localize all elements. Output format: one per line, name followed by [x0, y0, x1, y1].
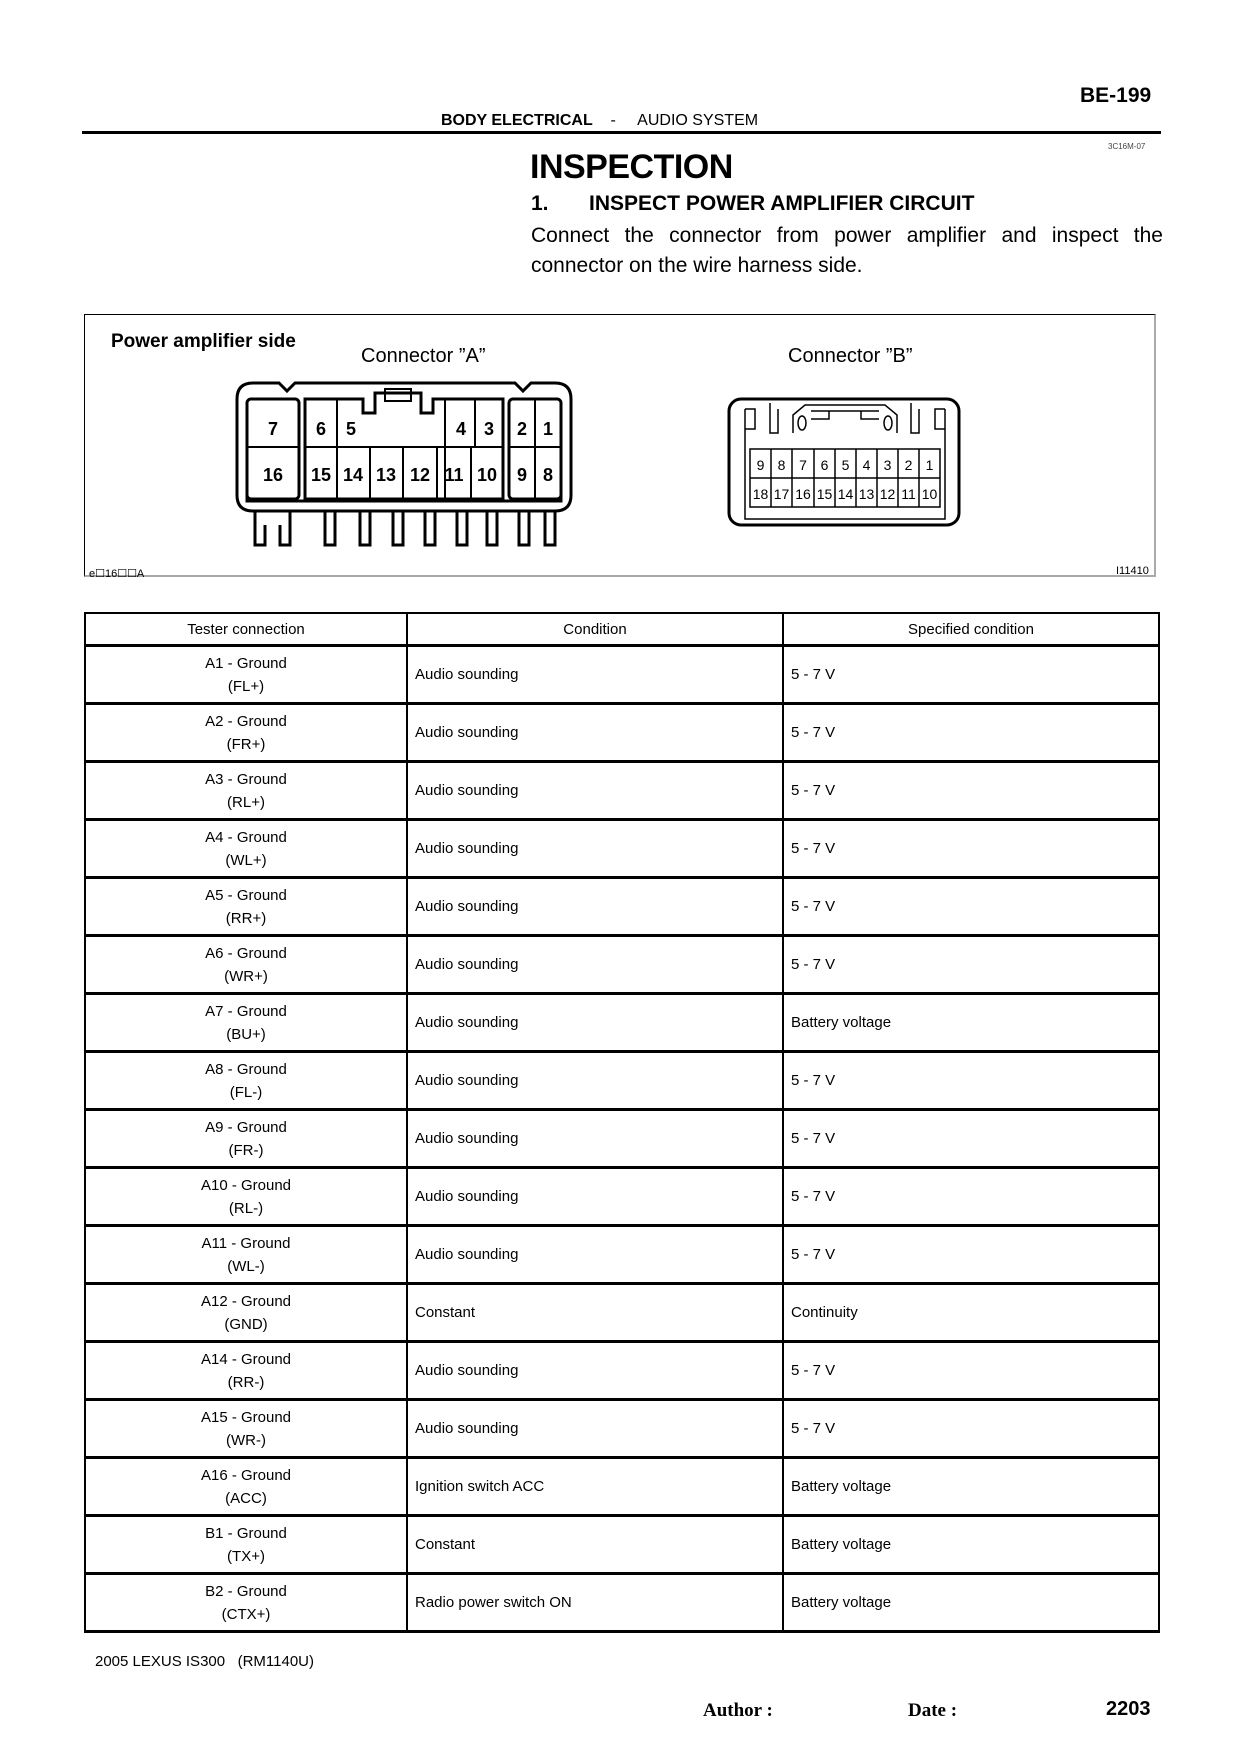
tester-connection-cell: [85, 1400, 407, 1458]
pin-a16: 16: [262, 465, 284, 485]
tester-connection: B2 - Ground: [205, 1582, 287, 1600]
tester-connection-cell: [85, 878, 407, 936]
pin-b12: 12: [879, 486, 896, 502]
step-number: 1.: [531, 192, 549, 215]
pin-b9: 9: [756, 457, 765, 473]
specified-condition-cell: 5 - 7 V: [783, 1168, 1159, 1226]
condition-cell: Audio sounding: [407, 704, 783, 762]
specified-condition-cell: 5 - 7 V: [783, 762, 1159, 820]
terminal-signal: (FL-): [229, 1083, 263, 1101]
condition-cell: Audio sounding: [407, 936, 783, 994]
table-row: [85, 878, 1159, 936]
pin-a11: 11: [444, 465, 464, 485]
pin-b15: 15: [816, 486, 833, 502]
specified-condition-cell: 5 - 7 V: [783, 878, 1159, 936]
tester-connection-cell: [85, 1226, 407, 1284]
connector-a-cavity-grid: [247, 399, 561, 499]
tester-connection: A11 - Ground: [201, 1234, 291, 1252]
condition-cell: Audio sounding: [407, 1168, 783, 1226]
pin-a10: 10: [476, 465, 498, 485]
tester-connection-cell: [85, 820, 407, 878]
pin-a5: 5: [345, 419, 357, 439]
condition-cell: Audio sounding: [407, 1342, 783, 1400]
tester-connection: A16 - Ground: [200, 1466, 292, 1484]
specified-condition-cell: Battery voltage: [783, 1516, 1159, 1574]
pin-a1: 1: [542, 419, 554, 439]
connector-diagram: [84, 314, 1156, 580]
step-title: INSPECT POWER AMPLIFIER CIRCUIT: [589, 192, 975, 215]
table-row: [85, 1226, 1159, 1284]
pin-a3: 3: [483, 419, 495, 439]
pin-a6: 6: [315, 419, 327, 439]
tester-connection: A3 - Ground: [205, 770, 287, 788]
connector-b-drawing: [725, 395, 965, 535]
pin-a2: 2: [516, 419, 528, 439]
figure-id-right: I11410: [1116, 565, 1149, 577]
tester-connection-cell: [85, 762, 407, 820]
pin-b2: 2: [904, 457, 913, 473]
specified-condition-cell: 5 - 7 V: [783, 1342, 1159, 1400]
terminal-signal: (WR-): [226, 1431, 266, 1449]
figure-id-left: e☐16☐☐A: [89, 568, 145, 580]
terminal-signal: (FL+): [227, 677, 265, 695]
specified-condition-cell: 5 - 7 V: [783, 1110, 1159, 1168]
terminal-signal: (RR-): [227, 1373, 265, 1391]
pin-a15: 15: [310, 465, 332, 485]
vehicle-model: 2005 LEXUS IS300 (RM1140U): [95, 1653, 315, 1670]
tester-connection-cell: [85, 704, 407, 762]
pin-a9: 9: [516, 465, 528, 485]
specified-condition-cell: 5 - 7 V: [783, 704, 1159, 762]
specified-condition-cell: 5 - 7 V: [783, 646, 1159, 704]
condition-cell: Audio sounding: [407, 1052, 783, 1110]
specified-condition-cell: 5 - 7 V: [783, 1400, 1159, 1458]
pin-b7: 7: [799, 457, 807, 473]
connector-a-drawing: [225, 375, 705, 565]
terminal-signal: (RL+): [227, 793, 265, 811]
terminal-signal: (ACC): [225, 1489, 267, 1507]
connector-a-pins: [255, 511, 555, 545]
terminal-signal: (CTX+): [221, 1605, 271, 1623]
pin-a8: 8: [542, 465, 554, 485]
terminal-signal: (WL-): [227, 1257, 265, 1275]
terminal-signal: (WR+): [224, 967, 268, 985]
tester-connection-cell: [85, 1516, 407, 1574]
terminal-signal: (RL-): [228, 1199, 264, 1217]
pin-a14: 14: [342, 465, 364, 485]
tester-connection: A1 - Ground: [205, 654, 287, 672]
tester-connection: A9 - Ground: [205, 1118, 287, 1136]
condition-cell: Audio sounding: [407, 878, 783, 936]
terminal-signal: (BU+): [226, 1025, 266, 1043]
tester-connection-cell: [85, 1574, 407, 1632]
pin-b17: 17: [773, 486, 790, 502]
pin-b13: 13: [858, 486, 875, 502]
specified-condition-cell: Battery voltage: [783, 1574, 1159, 1632]
table-row: [85, 1342, 1159, 1400]
condition-cell: Audio sounding: [407, 646, 783, 704]
pin-a4: 4: [455, 419, 467, 439]
tester-connection-cell: [85, 1168, 407, 1226]
section-header: [441, 112, 758, 130]
condition-cell: Audio sounding: [407, 820, 783, 878]
tester-connection-cell: [85, 646, 407, 704]
condition-cell: Audio sounding: [407, 1400, 783, 1458]
pin-b6: 6: [820, 457, 829, 473]
table-row: [85, 1574, 1159, 1632]
pin-b3: 3: [883, 457, 892, 473]
pin-b10: 10: [921, 486, 938, 502]
tester-connection-cell: [85, 1284, 407, 1342]
tester-connection: A5 - Ground: [205, 886, 287, 904]
condition-cell: Audio sounding: [407, 1110, 783, 1168]
tester-connection: A10 - Ground: [200, 1176, 292, 1194]
table-row: [85, 994, 1159, 1052]
table-row: [85, 936, 1159, 994]
table-row: [85, 820, 1159, 878]
terminal-signal: (WL+): [225, 851, 267, 869]
connector-b-pin-numbers: [753, 457, 938, 502]
tester-connection: A7 - Ground: [205, 1002, 287, 1020]
tester-connection: A2 - Ground: [205, 712, 287, 730]
table-row: [85, 1400, 1159, 1458]
terminal-signal: (FR+): [226, 735, 266, 753]
date-label: Date :: [908, 1700, 958, 1721]
specified-condition-cell: Battery voltage: [783, 994, 1159, 1052]
page-id: BE-199: [1080, 84, 1152, 107]
terminal-signal: (RR+): [225, 909, 267, 927]
tester-connection-cell: [85, 1342, 407, 1400]
step-heading: [531, 192, 974, 216]
tester-connection: A6 - Ground: [205, 944, 287, 962]
table-row: [85, 762, 1159, 820]
pin-b5: 5: [841, 457, 850, 473]
header-specified-condition: Specified condition: [783, 613, 1159, 646]
condition-cell: Audio sounding: [407, 1226, 783, 1284]
condition-cell: Constant: [407, 1516, 783, 1574]
specified-condition-cell: 5 - 7 V: [783, 936, 1159, 994]
pin-a13: 13: [375, 465, 397, 485]
specified-condition-cell: 5 - 7 V: [783, 820, 1159, 878]
doc-code: 3C16M-07: [1108, 142, 1146, 151]
condition-cell: Audio sounding: [407, 762, 783, 820]
condition-cell: Ignition switch ACC: [407, 1458, 783, 1516]
diagram-title: Power amplifier side: [111, 331, 296, 352]
pin-a7: 7: [267, 419, 279, 439]
header-rule: [82, 131, 1161, 134]
subsection-name: AUDIO SYSTEM: [637, 112, 759, 129]
table-row: [85, 1458, 1159, 1516]
tester-connection-cell: [85, 936, 407, 994]
connector-b-label: Connector ”B”: [788, 345, 913, 367]
page-number: 2203: [1106, 1698, 1151, 1720]
terminal-signal: (FR-): [228, 1141, 264, 1159]
table-row: [85, 1168, 1159, 1226]
specified-condition-cell: 5 - 7 V: [783, 1226, 1159, 1284]
condition-cell: Audio sounding: [407, 994, 783, 1052]
pin-b8: 8: [777, 457, 786, 473]
pin-b16: 16: [795, 486, 811, 502]
condition-cell: Constant: [407, 1284, 783, 1342]
tester-connection: A12 - Ground: [200, 1292, 292, 1310]
tester-connection-cell: [85, 994, 407, 1052]
author-label: Author :: [703, 1700, 773, 1721]
tester-connection-cell: [85, 1458, 407, 1516]
connector-a-label: Connector ”A”: [361, 345, 486, 367]
table-row: [85, 1284, 1159, 1342]
table-row: [85, 1110, 1159, 1168]
condition-cell: Radio power switch ON: [407, 1574, 783, 1632]
inspection-table: [84, 612, 1160, 1633]
pin-a12: 12: [409, 465, 431, 485]
section-name: BODY ELECTRICAL: [441, 112, 593, 129]
terminal-signal: (TX+): [227, 1547, 265, 1565]
terminal-signal: (GND): [224, 1315, 268, 1333]
tester-connection: A15 - Ground: [200, 1408, 292, 1426]
tester-connection: B1 - Ground: [205, 1524, 287, 1542]
specified-condition-cell: Battery voltage: [783, 1458, 1159, 1516]
table-row: [85, 1516, 1159, 1574]
pin-b14: 14: [837, 486, 854, 502]
header-condition: Condition: [407, 613, 783, 646]
pin-b1: 1: [925, 457, 934, 473]
tester-connection: A4 - Ground: [205, 828, 287, 846]
instruction-text: Connect the connector from power amplifier and inspect the connector on the wire harness side.: [531, 224, 1163, 277]
table-row: [85, 646, 1159, 704]
specified-condition-cell: Continuity: [783, 1284, 1159, 1342]
tester-connection-cell: [85, 1110, 407, 1168]
pin-b4: 4: [862, 457, 871, 473]
table-header-row: [85, 613, 1159, 646]
tester-connection: A14 - Ground: [200, 1350, 292, 1368]
page-title: INSPECTION: [530, 148, 733, 186]
tester-connection-cell: [85, 1052, 407, 1110]
table-row: [85, 1052, 1159, 1110]
table-row: [85, 704, 1159, 762]
pin-b18: 18: [752, 486, 769, 502]
pin-b11: 11: [901, 486, 916, 502]
specified-condition-cell: 5 - 7 V: [783, 1052, 1159, 1110]
header-tester-connection: Tester connection: [85, 613, 407, 646]
tester-connection: A8 - Ground: [205, 1060, 287, 1078]
section-separator: -: [610, 112, 616, 129]
